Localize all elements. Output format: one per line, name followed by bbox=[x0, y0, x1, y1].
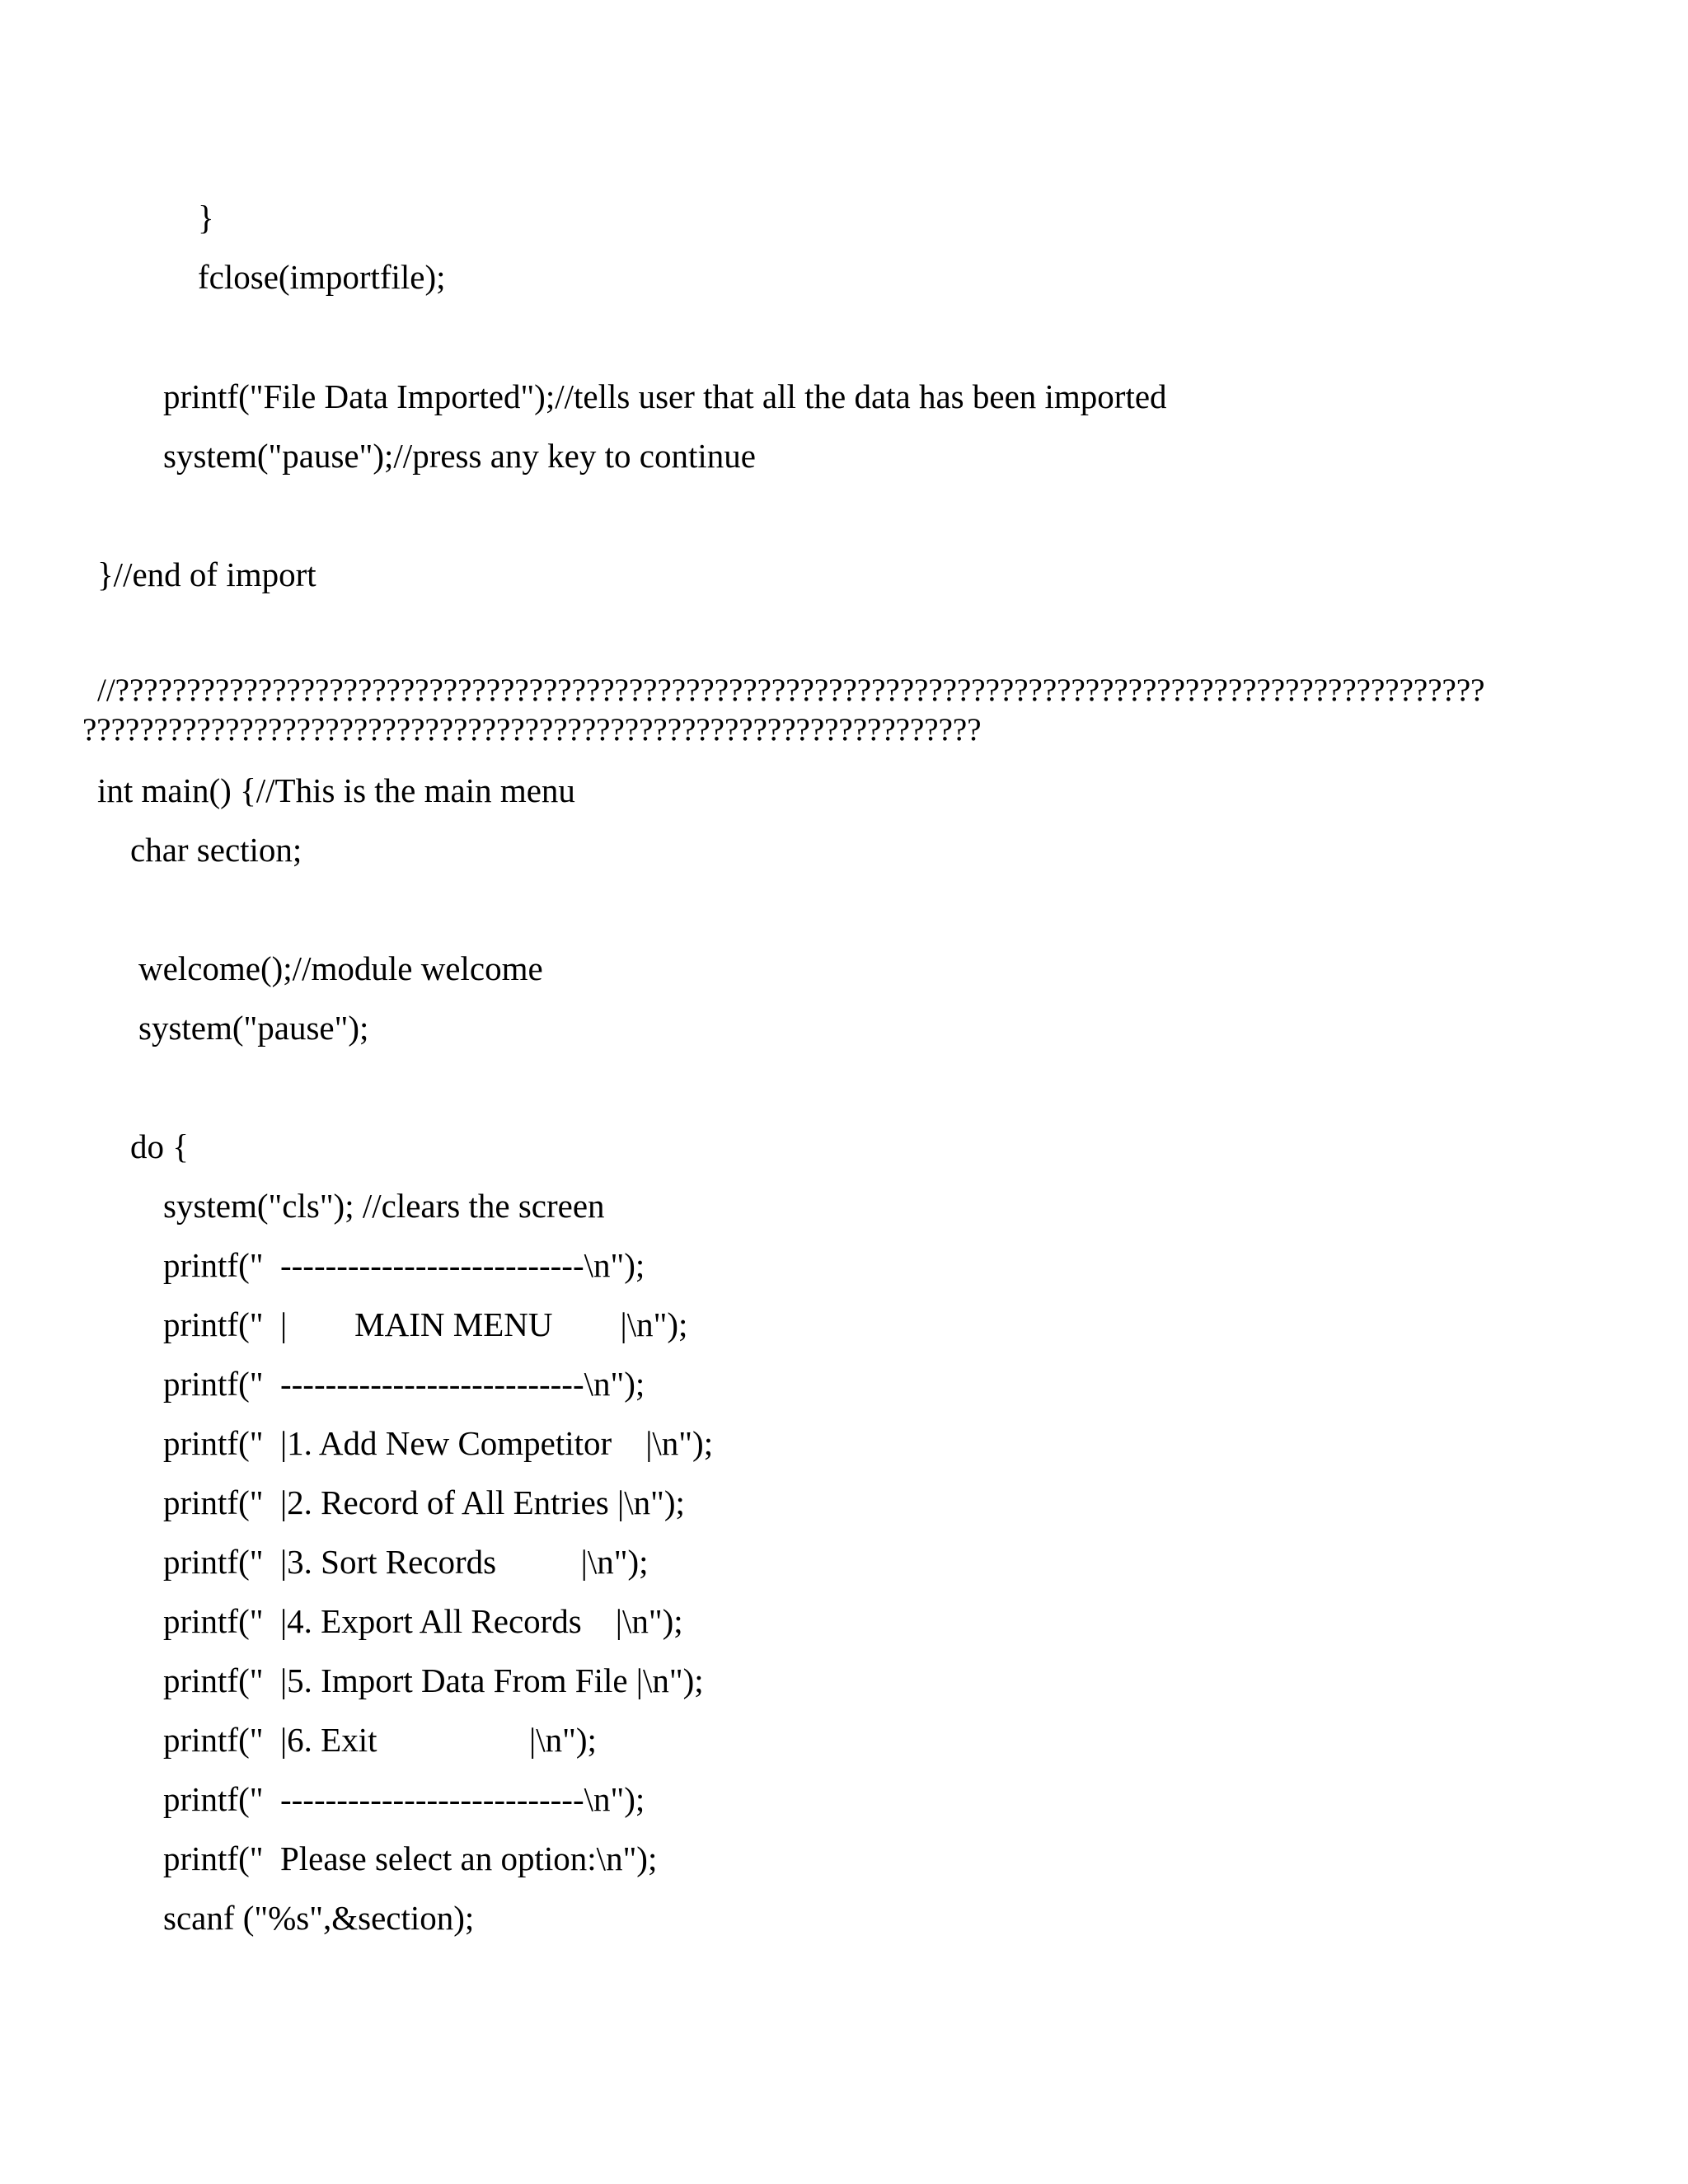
code-line: printf("File Data Imported");//tells user that all the data has been imported bbox=[163, 377, 1167, 415]
code-line: printf(" ---------------------------\n"); bbox=[163, 1780, 645, 1818]
code-line: system("cls"); //clears the screen bbox=[163, 1187, 605, 1225]
comment-separator: //???????????????????????????????????????????????????????????????????????????????????????????????? bbox=[97, 673, 1485, 708]
code-line: }//end of import bbox=[97, 555, 316, 593]
code-line: printf(" |3. Sort Records |\n"); bbox=[163, 1543, 649, 1581]
code-line: int main() {//This is the main menu bbox=[97, 771, 575, 809]
code-line: system("pause");//press any key to continue bbox=[163, 437, 756, 475]
code-line: welcome();//module welcome bbox=[138, 949, 543, 987]
comment-separator: ??????????????????????????????????????????????????????????????? bbox=[82, 712, 982, 748]
code-line: printf(" |1. Add New Competitor |\n"); bbox=[163, 1424, 714, 1462]
code-line: printf(" |4. Export All Records |\n"); bbox=[163, 1602, 683, 1640]
code-line: system("pause"); bbox=[138, 1009, 369, 1047]
code-line: } bbox=[198, 199, 214, 237]
code-line: printf(" ---------------------------\n"); bbox=[163, 1365, 645, 1403]
code-line: do { bbox=[130, 1127, 189, 1165]
code-line: printf(" |6. Exit |\n"); bbox=[163, 1721, 597, 1759]
code-line: char section; bbox=[130, 831, 302, 869]
code-line: printf(" |2. Record of All Entries |\n"); bbox=[163, 1483, 685, 1521]
code-line: printf(" Please select an option:\n"); bbox=[163, 1840, 658, 1877]
code-line: scanf ("%s",&section); bbox=[163, 1899, 475, 1937]
code-line: printf(" | MAIN MENU |\n"); bbox=[163, 1305, 688, 1343]
code-line: fclose(importfile); bbox=[198, 258, 446, 296]
code-line: printf(" ---------------------------\n"); bbox=[163, 1246, 645, 1284]
code-line: printf(" |5. Import Data From File |\n"); bbox=[163, 1661, 704, 1699]
